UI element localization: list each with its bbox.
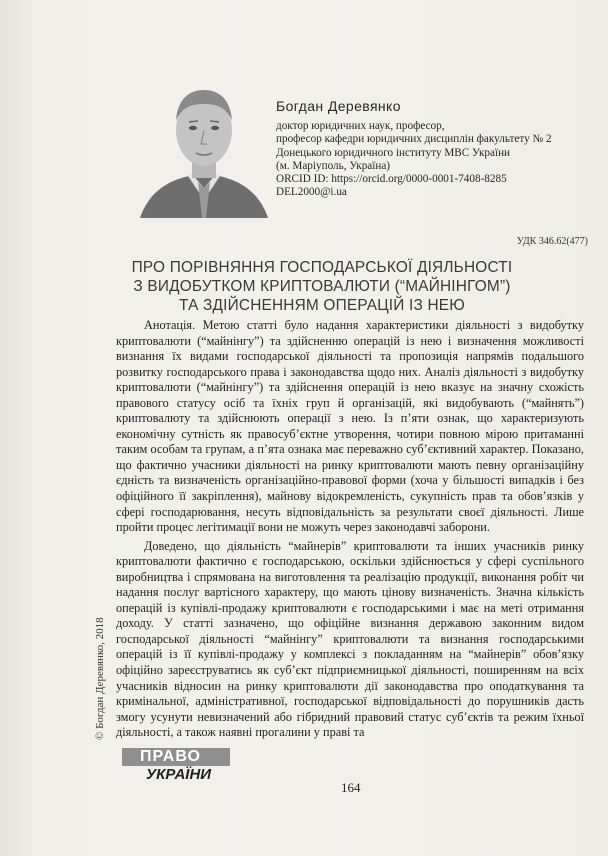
logo-text-bottom: УКРАЇНИ [146, 766, 212, 783]
abstract-paragraph [116, 318, 584, 536]
author-position: професор кафедри юридичних дисциплін факультету № 2 [276, 133, 552, 146]
author-orcid: ORCID ID: https://orcid.org/0000-0001-7408-8285 [276, 173, 507, 186]
page-number: 164 [341, 780, 361, 795]
title-line: ТА ЗДІЙСНЕННЯМ ОПЕРАЦІЙ ІЗ НЕЮ [179, 297, 465, 314]
author-institution: Донецького юридичного інституту МВС України [276, 146, 511, 159]
udk-code: УДК 346.62(477) [516, 236, 588, 247]
author-email: DEL2000@i.ua [276, 186, 347, 199]
copyright-notice: © Богдан Деревянко, 2018 [94, 617, 106, 740]
article-title [112, 258, 532, 315]
abstract-label: Анотація. [144, 318, 196, 332]
author-photo [140, 76, 268, 218]
author-affiliation [276, 120, 586, 200]
author-degree: доктор юридичних наук, професор, [276, 120, 445, 132]
logo-text-top: ПРАВО [140, 748, 201, 765]
title-line: ПРО ПОРІВНЯННЯ ГОСПОДАРСЬКОЇ ДІЯЛЬНОСТІ [131, 259, 513, 276]
author-city: (м. Маріуполь, Україна) [276, 159, 391, 172]
title-line: З ВИДОБУТКОМ КРИПТОВАЛЮТИ (“МАЙНІНГОМ”) [133, 278, 511, 295]
article-body [116, 318, 584, 744]
body-paragraph: Доведено, що діяльність “майнерів” криптовалюти та інших учасників ринку криптовалюти фактично є господарською, оскільки здійснюється у сфері суспільного виробництва і спрямована на виготовлення та реалізацію продукції, виконання робіт чи надання послуг вартісного характеру, що мають цінову визначеність. Значна кількість операцій із купівлі-продажу криптовалюти є господарськими і має на меті отримання доходу. У статті зазначено, що офіційне визнання державою законним видом господарської діяльності “майнінгу” криптовалюти та визнання господарськими операцій із її купівлі-продажу у комплексі з покладанням на “майнерів” обов’язку офіційно зареєструватись як суб’єкт підприємницької діяльності, поширенням на всіх учасників відносин на ринку криптовалюти дії законодавства про оподаткування та кримінальної, адміністративної, господарської відповідальності до порушників дасть змогу усунути невизначений або гібридний правовий статус суб’єктів та режим їхньої діяльності, а також наявні прогалини у праві та [116, 538, 584, 740]
author-name: Богдан Деревянко [276, 98, 401, 114]
abstract-text: Метою статті було надання характеристики діяльності з видобутку криптовалюти (“майнінгу”) та здійсненню операцій із нею і визначення можливості визнання їх видами господарської діяльності та пропозиція напрямів подальшого розвитку господарського права і законодавства щодо них. Аналіз діяльності з видобутку криптовалюти (“майнінгу”) та здійснення операцій із нею вказує на значну схожість правового статусу осіб та їхніх груп й організацій, які видобувають (“майнять”) криптовалюту та здійснюють операції з нею. Із п’яти ознак, що характеризують економічну сутність як правосуб’єктне утворення, чотири повною мірою притаманні таким особам та групам, а п’ята ознака має переважно суб’єктивний характер. Показано, що фактично учасники діяльності на ринку криптовалюти мають певну організаційну єдність та визначеність організаційно-правової форми (хоча у більшості випадків і без офіційного її закріплення), майнову відокремленість, сукупність прав та обов’язків у сфері господарювання, несуть відповідальність за результати своєї діяльності. Лише пройти процес легітимації вони не можуть через законодавчі заборони. [116, 318, 584, 535]
journal-logo [122, 748, 230, 766]
